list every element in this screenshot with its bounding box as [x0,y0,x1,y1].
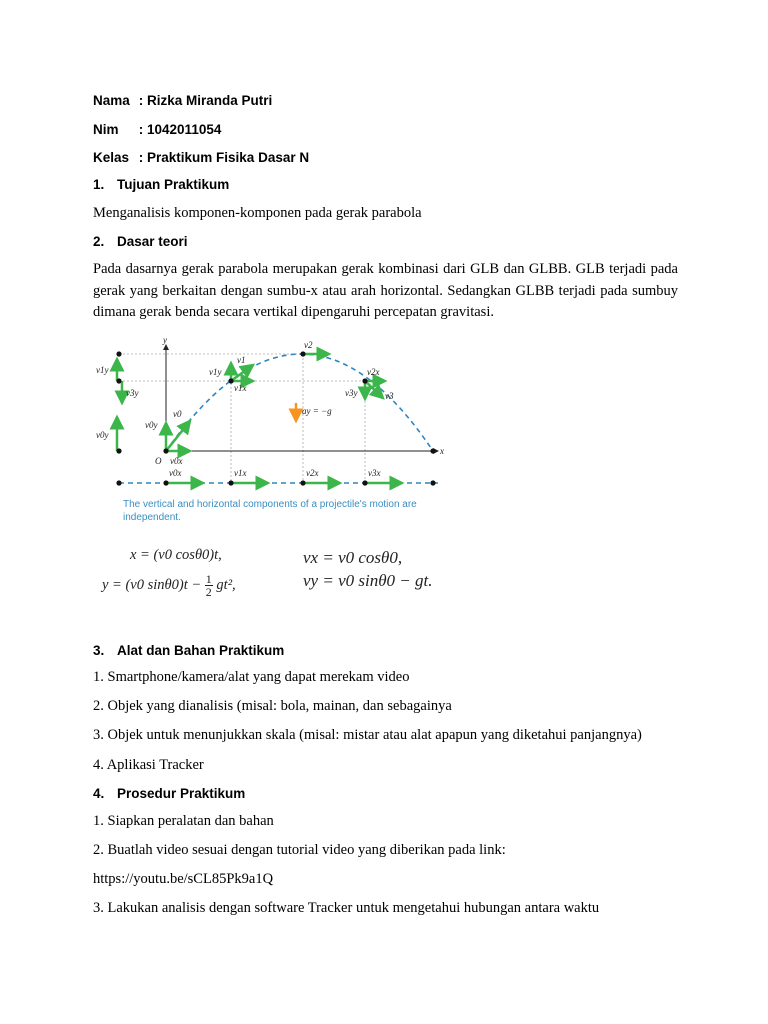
v1-label: v1 [237,355,246,365]
figure-caption: The vertical and horizontal components of a projectile's motion are independent. [123,499,417,523]
equation-y-part-b: gt², [216,576,236,593]
list-item: 2. Buatlah video sesuai dengan tutorial video yang diberikan pada link: [93,842,506,858]
list-item: 3. Lakukan analisis dengan software Tracker untuk mengetahui hubungan antara waktu [93,900,600,916]
list-item: 1. Smartphone/kamera/alat yang dapat merekam video [93,669,410,685]
nama-label: Nama [93,93,130,108]
v3y-label: v3y [345,388,358,398]
v3y-side-label: v3y [126,388,139,398]
section-title: Dasar teori [117,234,188,249]
section-title: Alat dan Bahan Praktikum [117,643,285,658]
x-axis-label: x [440,446,444,456]
equation-y [102,573,236,598]
tujuan-text: Menganalisis komponen-komponen pada gerak parabola [93,205,422,221]
v0y-side-label: v0y [96,430,109,440]
section-heading-tujuan [93,177,229,192]
nama-row [93,93,272,108]
v0x-row-label: v0x [169,468,182,478]
kelas-row [93,150,309,165]
tutorial-link: https://youtu.be/sCL85Pk9a1Q [93,871,274,887]
y-axis-label: y [163,335,167,345]
section-heading-alat [93,643,284,658]
v1y-label: v1y [209,367,222,377]
nim-label: Nim [93,122,119,137]
acceleration-label: ay = −g [302,406,332,416]
v2x-label: v2x [367,367,380,377]
list-item: 1. Siapkan peralatan dan bahan [93,813,274,829]
section-number: 4. [93,786,105,801]
nim-row [93,122,221,137]
trajectory-path [166,354,433,451]
section-number: 2. [93,234,105,249]
fraction-numerator: 1 [205,572,212,586]
section-heading-dasar-teori [93,234,188,249]
section-number: 1. [93,177,105,192]
v1x-label: v1x [234,383,247,393]
fraction-denominator: 2 [205,585,212,599]
v2-label: v2 [304,340,313,350]
v3x-row-label: v3x [368,468,381,478]
origin-label: O [155,456,162,466]
vertical-arrows [117,359,122,451]
v3-label: v3 [385,391,394,401]
dasar-teori-paragraph: Pada dasarnya gerak parabola merupakan gerak kombinasi dari GLB dan GLBB. GLB terjadi pada gerak yang berkaitan dengan sumbu-x atau arah horizontal. Sedangkan GLBB terjadi pada sumbuy dimana gerak benda secara vertikal dipengaruhi percepatan gravitasi. [93,261,678,320]
section-title: Prosedur Praktikum [117,786,246,801]
projectile-diagram [93,333,453,498]
equation-x: x = (v0 cosθ0)t, [130,547,222,563]
kelas-label: Kelas [93,150,130,165]
equation-y-part-a: y = (v0 sinθ0)t − [102,576,202,593]
section-title: Tujuan Praktikum [117,177,230,192]
kelas-value: : Praktikum Fisika Dasar N [138,150,310,165]
v0x-label: v0x [170,456,183,466]
position-dots [116,351,435,485]
list-item: 4. Aplikasi Tracker [93,757,204,773]
nim-value: : 1042011054 [138,122,222,137]
list-item: 3. Objek untuk menunjukkan skala (misal: mistar atau alat apapun yang diketahui panjangnya) [93,727,642,743]
equation-vx: vx = v0 cosθ0, [303,548,403,567]
section-heading-prosedur [93,786,245,801]
v1y-side-label: v1y [96,365,109,375]
equation-vy: vy = v0 sinθ0 − gt. [303,571,433,590]
v0-label: v0 [173,409,182,419]
equation-y-fraction [205,573,213,598]
v0y-label: v0y [145,420,158,430]
list-item: 2. Objek yang dianalisis (misal: bola, mainan, dan sebagainya [93,698,452,714]
v2x-row-label: v2x [306,468,319,478]
section-number: 3. [93,643,105,658]
v1x-row-label: v1x [234,468,247,478]
nama-value: : Rizka Miranda Putri [138,93,273,108]
projectile-figure [93,333,453,598]
